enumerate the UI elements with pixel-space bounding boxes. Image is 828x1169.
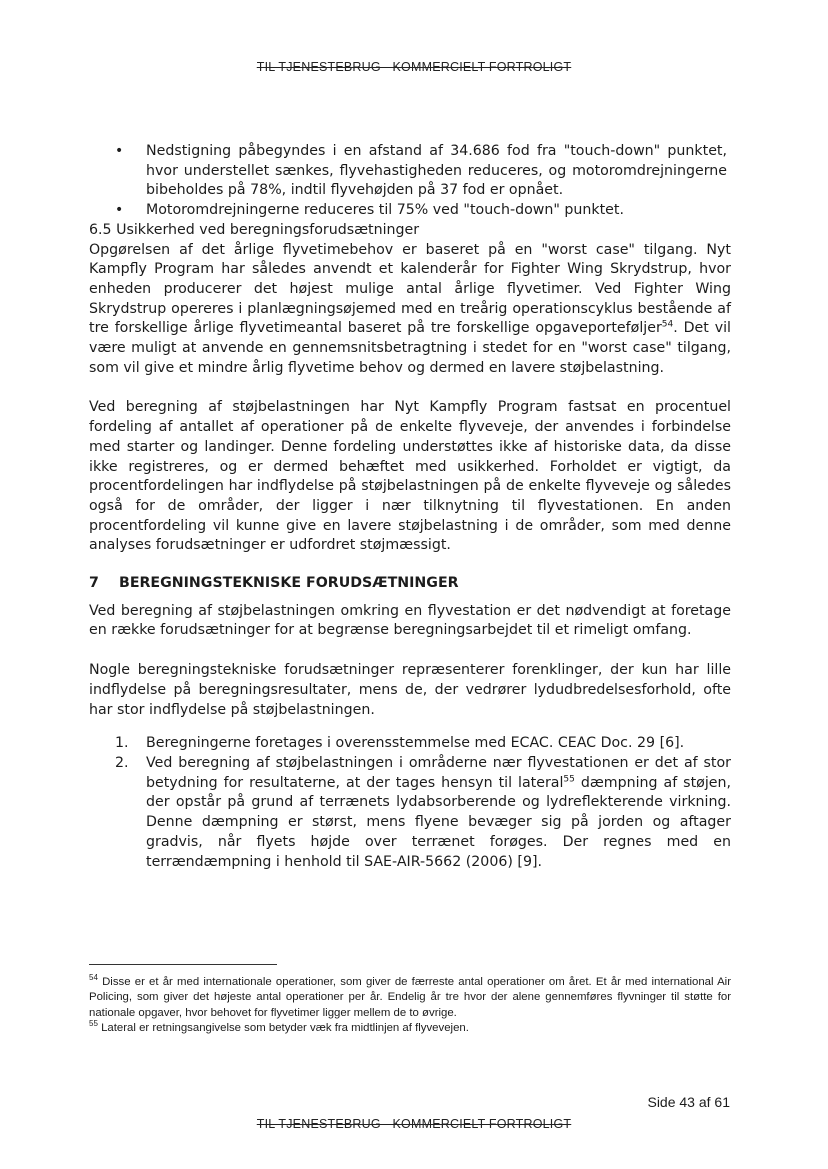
footnote [89, 1021, 731, 1036]
list-number: 2. [115, 754, 129, 771]
paragraph: Nogle beregningstekniske forudsætninger repræsenterer forenklinger, der kun har lille indflydelse på beregningsresultater, mens de, der vedrører lydudbredelsesforhold, ofte har stor indflydelse på støjbelastningen. [89, 662, 731, 718]
paragraph: Ved beregning af støjbelastningen omkring en flyvestation er det nødvendigt at foretage en række forudsætninger for at begrænse beregningsarbejdet til et rimeligt omfang. [89, 602, 731, 639]
paragraph-text: Opgørelsen af det årlige flyvetimebehov er baseret på en "worst case" tilgang. Nyt Kampfly Program har således anvendt et kalenderår for Fighter Wing Skrydstrup, hvor enheden producerer det højest mulige antal årlige flyvetimer. Ved Fighter Wing Skrydstrup opereres i planlægningsøjemed med en treårig operationscyklus bestående af tre forskellige årlige flyvetimeantal baseret på tre forskellige opgaveporteføljer [89, 241, 731, 337]
bullet-glyph: • [115, 202, 124, 219]
footnote-ref: 55 [563, 773, 575, 784]
subsection-heading-6-5: 6.5 Usikkerhed ved beregningsforudsætninger [89, 221, 420, 238]
footnote [89, 975, 731, 1021]
list-text: dæmpning af støjen, der opstår på grund af terrænets lydabsorberende og lydreflekterende virkning. Denne dæmpning er størst, mens flyene bevæger sig på jorden og aftager gradvis, når flyets højde over terrænet forøges. Der regnes med en terrændæmpning i henhold til SAE-AIR-5662 (2006) [9]. [146, 774, 731, 870]
numbered-list [89, 734, 731, 872]
confidentiality-footer-text: TIL TJENESTEBRUG - KOMMERCIELT FORTROLIGT [256, 1117, 572, 1131]
list-text: Beregningerne foretages i overensstemmelse med ECAC. CEAC Doc. 29 [6]. [146, 735, 685, 752]
page-body [89, 142, 731, 872]
list-number: 1. [115, 735, 129, 752]
footnote-number: 54 [89, 973, 98, 983]
bullet-glyph: • [115, 143, 124, 159]
list-item [89, 201, 727, 221]
footnote-number: 55 [89, 1019, 98, 1029]
bullet-text: Nedstigning påbegyndes i en afstand af 34.686 fod fra "touch-down" punktet, hvor understellet sænkes, flyvehastigheden reduceres, og motoromdrejningerne bibeholdes på 78%, indtil flyvehøjden på 37 fod er opnået. [146, 143, 727, 199]
confidentiality-header-text: TIL TJENESTEBRUG - KOMMERCIELT FORTROLIGT [256, 60, 572, 74]
section-number: 7 [89, 575, 99, 592]
list-item [89, 734, 731, 754]
bullet-text: Motoromdrejningerne reduceres til 75% ved "touch-down" punktet. [146, 202, 624, 219]
paragraph [89, 241, 731, 379]
bullet-list [89, 142, 731, 221]
page-number: Side 43 af 61 [647, 1094, 730, 1110]
paragraph: Ved beregning af støjbelastningen har Nyt Kampfly Program fastsat en procentuel fordeling af antallet af operationer på de enkelte flyveveje, der anvendes i forbindelse med starter og landinger. Denne fordeling understøttes ikke af historiske data, da disse ikke registreres, og er dermed behæftet med usikkerhed. Forholdet er vigtigt, da procentfordelingen har indflydelse på støjbelastningen på de enkelte flyveveje og således også for de områder, der ligger i nær tilknytning til flyvestationen. En anden procentfordeling vil kunne give en lavere støjbelastning i de områder, som med denne analyses forudsætninger er udfordret støjmæssigt. [89, 399, 731, 554]
footnote-divider [89, 964, 277, 965]
list-text: Ved beregning af støjbelastningen i områderne nær flyvestationen er det af stor betydning for resultaterne, at der tages hensyn til lateral [146, 754, 731, 791]
list-item [89, 142, 727, 201]
confidentiality-header [0, 60, 828, 74]
paragraph-text: . Det vil være muligt at anvende en gennemsnitsbetragtning i stedet for en "worst case" tilgang, som vil give et mindre årlig flyvetime behov og dermed en lavere støjbelastning. [89, 320, 732, 376]
section-title: BEREGNINGSTEKNISKE FORUDSÆTNINGER [119, 575, 459, 592]
confidentiality-footer [0, 1117, 828, 1131]
section-heading-7 [89, 574, 731, 594]
list-item [89, 754, 731, 872]
footnote-text: Disse er et år med internationale operationer, som giver de færreste antal operationer om året. Et år med international Air Policing, som giver det højeste antal operationer per år. Endelig år tre hvor der alene gennemføres flyvninger til støtte for nationale opgaver, hvor behovet for flyvetimer ligger mellem de to øvrige. [89, 976, 731, 1019]
footnote-ref: 54 [661, 319, 674, 330]
footnote-text: Lateral er retningsangivelse som betyder væk fra midtlinjen af flyvevejen. [97, 1022, 469, 1035]
footnotes [89, 975, 731, 1037]
